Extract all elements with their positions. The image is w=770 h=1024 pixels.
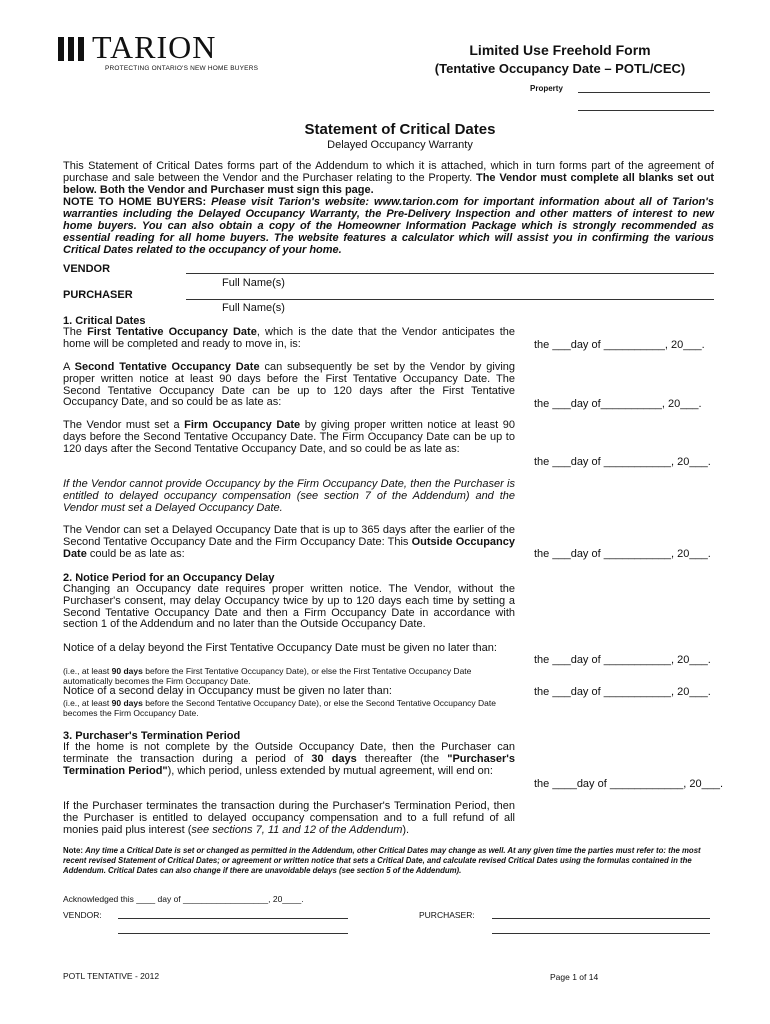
tarion-tagline: PROTECTING ONTARIO'S NEW HOME BUYERS xyxy=(105,65,259,72)
footer-page-number: Page 1 of 14 xyxy=(550,972,599,982)
purchaser-signature-line-1[interactable] xyxy=(492,918,710,919)
intro-instruction: The Vendor must complete all blanks set out below. Both the Vendor and Purchaser must sign this page. xyxy=(63,172,715,196)
critical-dates-note: Note: Any time a Critical Date is set or changed as permitted in the Addendum, other Critical Dates may change as well. At any given time the parties must refer to: the most recent revised Statement of Critical Dates; or agreement or written notice that sets a Critical Date, and calculate revised Critical Dates using the formulas contained in the Addendum. Critical Dates can also change if there are unavoidable delays (see section 5 of the Addendum). xyxy=(63,846,701,875)
section2-first-delay-notice: Notice of a delay beyond the First Tentative Occupancy Date must be given no later than: xyxy=(63,642,497,654)
property-field-line-2[interactable] xyxy=(578,110,714,111)
note-to-buyers-text: Please visit Tarion's website: www.tarion.com for important information about all of Tarion's warranties including the Delayed Occupancy Warranty, the Pre-Delivery Inspection and other matters of interest to new home buyers. You can also obtain a copy of the Homeowner Information Package which is strongly recommended as essential reading for all home buyers. The website features a calculator which will assist you in confirming the various Critical Dates related to the occupancy of your home. xyxy=(63,196,714,256)
section3-heading: 3. Purchaser's Termination Period xyxy=(63,730,241,742)
section1-outside-occupancy: The Vendor can set a Delayed Occupancy Date that is up to 365 days after the earlier of the Second Tentative Occupancy Date and the Firm Occupancy Date: This Outside Occupancy Date could be as late as: xyxy=(63,524,515,560)
vendor-signature-line-2[interactable] xyxy=(118,933,348,934)
section2-second-delay-explanation: (i.e., at least 90 days before the Second Tentative Occupancy Date), or else the Second Tentative Occupancy Date becomes the Firm Occupancy Date. xyxy=(63,698,496,718)
purchaser-label: PURCHASER xyxy=(63,289,133,301)
vendor-signature-label: VENDOR: xyxy=(63,910,102,920)
statement-title: Statement of Critical Dates xyxy=(304,121,496,138)
section1-second-tentative: A Second Tentative Occupancy Date can subsequently be set by the Vendor by giving proper written notice at least 90 days before the First Tentative Occupancy Date. The Second Tentative Occupancy Date can be up to 120 days after the First Tentative Occupancy Date, and so could be as late as: xyxy=(63,361,515,409)
firm-occupancy-date-field[interactable]: the ___day of ___________, 20___. xyxy=(534,456,711,468)
purchaser-signature-label: PURCHASER: xyxy=(419,910,475,920)
form-subtitle: (Tentative Occupancy Date – POTL/CEC) xyxy=(434,61,686,76)
second-tentative-date-field[interactable]: the ___day of__________, 20___. xyxy=(534,398,702,410)
footer-form-id: POTL TENTATIVE - 2012 xyxy=(63,971,160,981)
termination-period-end-date-field[interactable]: the ____day of ____________, 20___. xyxy=(534,778,724,790)
purchaser-signature-line-2[interactable] xyxy=(492,933,710,934)
vendor-full-names-caption: Full Name(s) xyxy=(222,277,285,289)
section2-second-delay-notice: Notice of a second delay in Occupancy must be given no later than: xyxy=(63,685,392,697)
first-tentative-date-field[interactable]: the ___day of __________, 20___. xyxy=(534,339,705,351)
section2-paragraph: Changing an Occupancy date requires proper written notice. The Vendor, without the Purchaser's consent, may delay Occupancy twice by up to 120 days each time by setting a Second Tentative Occupancy Date and then a Firm Occupancy Date in accordance with section 1 of the Addendum and no later than the Outside Occupancy Date. xyxy=(63,583,515,631)
property-field-line-1[interactable] xyxy=(578,92,710,93)
section2-first-delay-explanation: (i.e., at least 90 days before the First Tentative Occupancy Date), or else the First Tentative Occupancy Date automatically becomes the Firm Occupancy Date. xyxy=(63,666,472,686)
statement-subtitle: Delayed Occupancy Warranty xyxy=(327,139,473,151)
second-delay-notice-date-field[interactable]: the ___day of ___________, 20___. xyxy=(534,686,711,698)
intro-text: This Statement of Critical Dates forms part of the Addendum to which it is attached, which in turn forms part of the agreement of purchase and sale between the Vendor and the Purchaser relating to the Property. xyxy=(63,160,714,184)
section1-first-tentative: The First Tentative Occupancy Date, which is the date that the Vendor anticipates the home will be completed and ready to move in, is: xyxy=(63,326,515,350)
section1-firm-occupancy: The Vendor must set a Firm Occupancy Date by giving proper written notice at least 90 days before the Second Tentative Occupancy Date. The Firm Occupancy Date can be up to 120 days after the Second Tentative Occupancy Date, and so could be as late as: xyxy=(63,419,516,455)
section3-refund-paragraph: If the Purchaser terminates the transaction during the Purchaser's Termination Period, then the Purchaser is entitled to delayed occupancy compensation and to a full refund of all monies paid plus interest (see sections 7, 11 and 12 of the Addendum). xyxy=(63,800,515,836)
acknowledged-line[interactable]: Acknowledged this ____ day of __________________, 20____. xyxy=(63,894,304,904)
section3-termination-period: If the home is not complete by the Outside Occupancy Date, then the Purchaser can terminate the transaction during a period of 30 days thereafter (the "Purchaser's Termination Period"), which period, unless extended by mutual agreement, will end on: xyxy=(63,741,515,777)
purchaser-full-names-caption: Full Name(s) xyxy=(222,302,285,314)
first-delay-notice-date-field[interactable]: the ___day of ___________, 20___. xyxy=(534,654,711,666)
section1-delayed-note: If the Vendor cannot provide Occupancy by the Firm Occupancy Date, then the Purchaser is entitled to delayed occupancy compensation (see section 7 of the Addendum) and the Vendor must set a Delayed Occupancy Date. xyxy=(63,478,515,514)
tarion-logo-wordmark: TARION xyxy=(92,29,217,65)
property-label: Property xyxy=(530,84,563,93)
section1-heading: 1. Critical Dates xyxy=(63,315,146,327)
vendor-name-field[interactable] xyxy=(186,273,714,274)
form-title: Limited Use Freehold Form xyxy=(469,42,651,58)
section2-heading: 2. Notice Period for an Occupancy Delay xyxy=(63,572,275,584)
vendor-signature-line-1[interactable] xyxy=(118,918,348,919)
note-to-buyers-label: NOTE TO HOME BUYERS: xyxy=(63,196,212,208)
tarion-logo-mark xyxy=(58,37,84,61)
purchaser-name-field[interactable] xyxy=(186,299,714,300)
intro-paragraph xyxy=(63,160,714,256)
outside-occupancy-date-field[interactable]: the ___day of ___________, 20___. xyxy=(534,548,711,560)
vendor-label: VENDOR xyxy=(63,263,111,275)
